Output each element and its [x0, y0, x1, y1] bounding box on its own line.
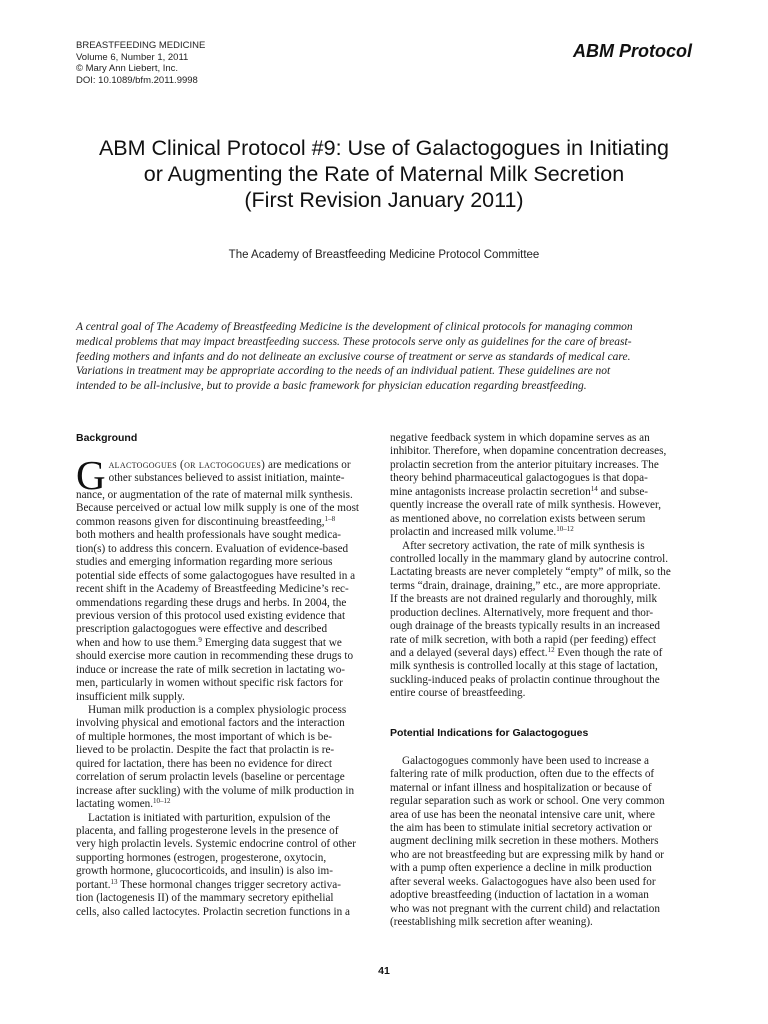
text-line: who are not breastfeeding but are expressing milk by hand or [390, 848, 665, 861]
abstract [76, 320, 692, 394]
paragraph [76, 452, 376, 704]
citation: 9 [198, 635, 202, 644]
author-line: The Academy of Breastfeeding Medicine Protocol Committee [228, 249, 540, 261]
text-line: regular separation such as work or school. One very common [390, 795, 665, 808]
text-line: tion (lactogenesis II) of the mammary secretory epithelial [76, 892, 334, 905]
text-line: growth hormone, glucocorticoids, and insulin) is also im- [76, 865, 333, 878]
section-heading-indications: Potential Indications for Galactogogues [390, 726, 589, 739]
text-line: quently increase the overall rate of milk synthesis. However, [390, 499, 662, 512]
text-line: ough drainage of the breasts typically results in an increased [390, 620, 660, 633]
abstract-line: medical problems that may impact breastfeeding success. These protocols serve only as guidelines for the care of breast- [76, 335, 632, 348]
article-title [60, 135, 708, 213]
text-line: milk synthesis is controlled locally at this stage of lactation, [390, 660, 658, 673]
text-line: augment declining milk secretion in these mothers. Mothers [390, 835, 659, 848]
text-line: after several weeks. Galactogogues have also been used for [390, 875, 656, 888]
text-line [390, 486, 690, 499]
text-line: insufficient milk supply. [76, 690, 185, 703]
text-line: placenta, and falling progesterone levels in the presence of [76, 824, 339, 837]
text-line: induce or increase the rate of milk secretion in lactating wo- [76, 663, 346, 676]
text-line: Lactation is initiated with parturition, expulsion of the [88, 811, 331, 824]
journal-doi: DOI: 10.1089/bfm.2011.9998 [76, 74, 198, 86]
text-line: nance, or augmentation of the rate of maternal milk synthesis. [76, 489, 353, 501]
text-run: are medications or [265, 459, 351, 471]
text-run: when and how to use them. [76, 636, 199, 649]
text-line: area of use has been the neonatal intensive care unit, where [390, 808, 655, 821]
citation: 10–12 [153, 797, 171, 806]
text-line: inhibitor. Therefore, when dopamine concentration decreases, [390, 445, 667, 458]
text-line: Galactogogues commonly have been used to increase a [402, 754, 649, 767]
text-line: negative feedback system in which dopamine serves as an [390, 432, 650, 444]
citation: 14 [590, 484, 598, 493]
text-run: Even though the rate of [554, 647, 663, 659]
text-line: studies and emerging information regarding more serious [76, 556, 333, 569]
text-line: After secretory activation, the rate of milk synthesis is [402, 539, 645, 552]
text-line: with a pump often experience a decline in milk production [390, 862, 652, 875]
left-column [76, 432, 376, 919]
text-run: Emerging data suggest that we [201, 636, 342, 649]
text-line: quired for lactation, there has been no evidence for direct [76, 757, 332, 770]
small-caps-text: alactogogues (or lactogogues) [108, 459, 266, 471]
text-line: involving physical and emotional factors and the interaction [76, 717, 345, 730]
text-line: men, particularly in women without specific risk factors for [76, 677, 343, 690]
text-line: terms “drain, drainage, draining,” etc., are more appropriate. [390, 579, 661, 592]
text-line: controlled locally in the mammary gland by autocrine control. [390, 552, 669, 565]
journal-volume: Volume 6, Number 1, 2011 [76, 51, 189, 63]
text-line: potential side effects of some galactogogues have resulted in a [76, 569, 356, 582]
section-heading-background: Background [76, 432, 138, 444]
text-line [76, 516, 376, 529]
text-line: If the breasts are not drained regularly and thoroughly, milk [390, 593, 658, 606]
citation: 12 [547, 646, 555, 654]
text-run: common reasons given for discontinuing breastfeeding, [76, 515, 325, 528]
text-run: lactating women. [76, 798, 154, 811]
text-line: who was not pregnant with the current child) and relactation [390, 902, 660, 915]
journal-name: BREASTFEEDING MEDICINE [76, 40, 206, 51]
text-run: These hormonal changes trigger secretory activa- [117, 878, 341, 891]
text-line: (reestablishing milk secretion after weaning). [390, 916, 593, 928]
citation: 13 [110, 877, 118, 886]
text-line: increase after suckling) with the volume of milk production in [76, 784, 355, 797]
text-line: Lactating breasts are never completely “empty” of milk, so the [390, 566, 671, 579]
text-line: Because perceived or actual low milk supply is one of the most [76, 502, 360, 515]
paragraph [390, 432, 690, 540]
right-column [390, 432, 690, 929]
abstract-line: A central goal of The Academy of Breastfeeding Medicine is the development of clinical protocols for managing common [76, 321, 633, 333]
text-line: supporting hormones (estrogen, progesterone, oxytocin, [76, 851, 327, 864]
abstract-line: Variations in treatment may be appropriate according to the needs of an individual patient. These guidelines are not [76, 365, 611, 378]
text-line: other substances believed to assist initiation, mainte- [108, 472, 345, 485]
text-line: prolactin secretion from the anterior pituitary increases. The [390, 458, 659, 471]
text-line: of multiple hormones, the most important of which is be- [76, 730, 333, 743]
text-line: ommendations regarding these drugs and herbs. In 2004, the [76, 596, 347, 609]
protocol-label: ABM Protocol [573, 41, 692, 61]
text-run: mine antagonists increase prolactin secretion [390, 485, 591, 498]
abstract-line: intended to be all-inclusive, but to provide a basic framework for physician education regarding breastfeeding. [76, 380, 587, 393]
text-line: previous version of this protocol used existing evidence that [76, 609, 346, 622]
text-line: very high prolactin levels. Systemic endocrine control of other [76, 838, 356, 851]
text-line: should exercise more caution in recommending these drugs to [76, 650, 354, 663]
text-run: and a delayed (several days) effect. [390, 647, 548, 659]
text-line: suckling-induced peaks of prolactin continue throughout the [390, 673, 660, 686]
text-line: tion(s) to address this concern. Evaluation of evidence-based [76, 542, 349, 555]
text-line: recent shift in the Academy of Breastfeeding Medicine’s rec- [76, 583, 349, 596]
paragraph [76, 704, 376, 812]
journal-copyright: © Mary Ann Liebert, Inc. [76, 63, 179, 74]
text-line: cells, also called lactocytes. Prolactin secretion functions in a [76, 905, 351, 918]
text-line [76, 637, 376, 650]
text-run: portant. [76, 878, 111, 891]
text-line: production declines. Alternatively, more frequent and thor- [390, 606, 654, 619]
paragraph [390, 755, 690, 930]
text-run: and subse- [597, 485, 649, 498]
title-line: ABM Clinical Protocol #9: Use of Galactogogues in Initiating [98, 136, 670, 160]
citation: 1–8 [324, 514, 336, 523]
text-line: the aim has been to stimulate initial secretory activation or [390, 821, 652, 834]
text-line: prescription galactogogues were effective and described [76, 623, 328, 636]
text-line: as mentioned above, no correlation exists between serum [390, 512, 646, 525]
text-line: rate of milk secretion, with both a rapid (per feeding) effect [390, 633, 657, 646]
title-line: or Augmenting the Rate of Maternal Milk Secretion [143, 162, 625, 186]
abstract-line: feeding mothers and infants and do not delineate an exclusive course of treatment or serve as standards of medical care. [76, 350, 631, 363]
text-line: both mothers and health professionals have sought medica- [76, 529, 342, 542]
text-run: prolactin and increased milk volume. [390, 526, 557, 539]
text-line: Human milk production is a complex physiologic process [88, 704, 347, 716]
journal-info [76, 40, 205, 86]
text-line [76, 798, 376, 811]
text-line: faltering rate of milk production, often due to the effects of [390, 768, 655, 781]
text-line: theory behind pharmaceutical galactogogues is that dopa- [390, 472, 648, 485]
title-line: (First Revision January 2011) [244, 188, 524, 212]
text-line: adoptive breastfeeding (induction of lactation in a woman [390, 889, 649, 902]
drop-cap: G [76, 452, 106, 498]
text-line: maternal or infant illness and hospitalization or because of [390, 781, 652, 794]
citation: 10–12 [556, 525, 574, 534]
text-line [390, 647, 690, 660]
paragraph [76, 812, 376, 920]
text-line [76, 879, 376, 892]
text-line [76, 459, 376, 472]
page-number: 41 [378, 965, 390, 977]
paragraph [390, 540, 690, 701]
text-line: entire course of breastfeeding. [390, 687, 526, 700]
text-line: correlation of serum prolactin levels (baseline or percentage [76, 771, 345, 784]
text-line [390, 526, 690, 539]
text-line: lieved to be prolactin. Despite the fact that prolactin is re- [76, 744, 335, 757]
